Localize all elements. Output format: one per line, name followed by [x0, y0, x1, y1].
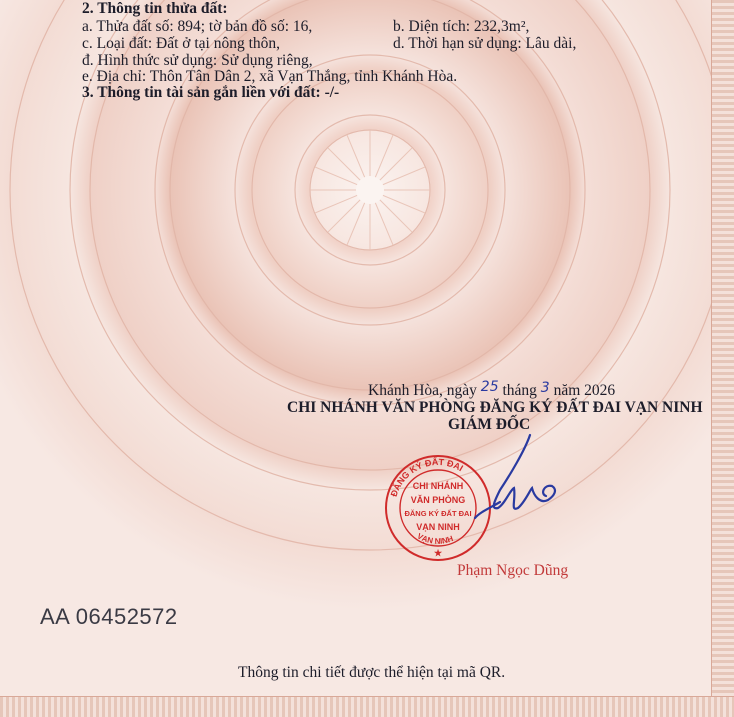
- usage-form: đ. Hình thức sử dụng: Sử dụng riêng,: [82, 52, 313, 69]
- issuing-office: CHI NHÁNH VĂN PHÒNG ĐĂNG KÝ ĐẤT ĐAI VẠN NINH: [287, 399, 703, 416]
- seal-line1: CHI NHÁNH: [412, 481, 464, 491]
- signer-position: GIÁM ĐỐC: [448, 416, 531, 433]
- seal-ring-bottom: VẠN NINH: [415, 531, 455, 546]
- seal-line2: VĂN PHÒNG: [410, 495, 466, 505]
- date-month: 3: [540, 380, 550, 396]
- date-month-label: tháng: [502, 382, 537, 399]
- seal-ring-top: ĐĂNG KÝ ĐẤT ĐAI: [388, 456, 465, 498]
- land-type: c. Loại đất: Đất ở tại nông thôn,: [82, 35, 281, 52]
- svg-text:ĐĂNG KÝ ĐẤT ĐAI: [389, 457, 465, 498]
- date-prefix: Khánh Hòa, ngày: [368, 382, 477, 399]
- parcel-number: a. Thửa đất số: 894; tờ bản đồ số: 16,: [82, 18, 313, 35]
- seal-line3: ĐĂNG KÝ ĐẤT ĐAI: [404, 509, 472, 518]
- parcel-address: e. Địa chỉ: Thôn Tân Dân 2, xã Vạn Thắng, tỉnh Khánh Hòa.: [82, 68, 458, 85]
- date-day: 25: [480, 379, 499, 395]
- land-term: d. Thời hạn sử dụng: Lâu dài,: [393, 35, 577, 52]
- section2-heading: 2. Thông tin thửa đất:: [82, 0, 228, 17]
- signer-name: Phạm Ngọc Dũng: [457, 562, 569, 579]
- handwritten-signature: [470, 430, 580, 540]
- date-year: năm 2026: [553, 382, 616, 399]
- certificate-serial: AA 06452572: [40, 604, 178, 629]
- section3-heading: 3. Thông tin tài sản gắn liền với đất: -/-: [82, 84, 340, 101]
- parcel-area: b. Diện tích: 232,3m²,: [393, 18, 530, 35]
- qr-note: Thông tin chi tiết được thể hiện tại mã QR.: [238, 664, 506, 681]
- date-line: [368, 379, 616, 400]
- decorative-border-bottom: [0, 696, 734, 717]
- decorative-border-right: [711, 0, 734, 717]
- seal-star-icon: ★: [433, 548, 443, 558]
- svg-text:VẠN NINH: [416, 531, 455, 545]
- seal-line4: VẠN NINH: [416, 522, 460, 532]
